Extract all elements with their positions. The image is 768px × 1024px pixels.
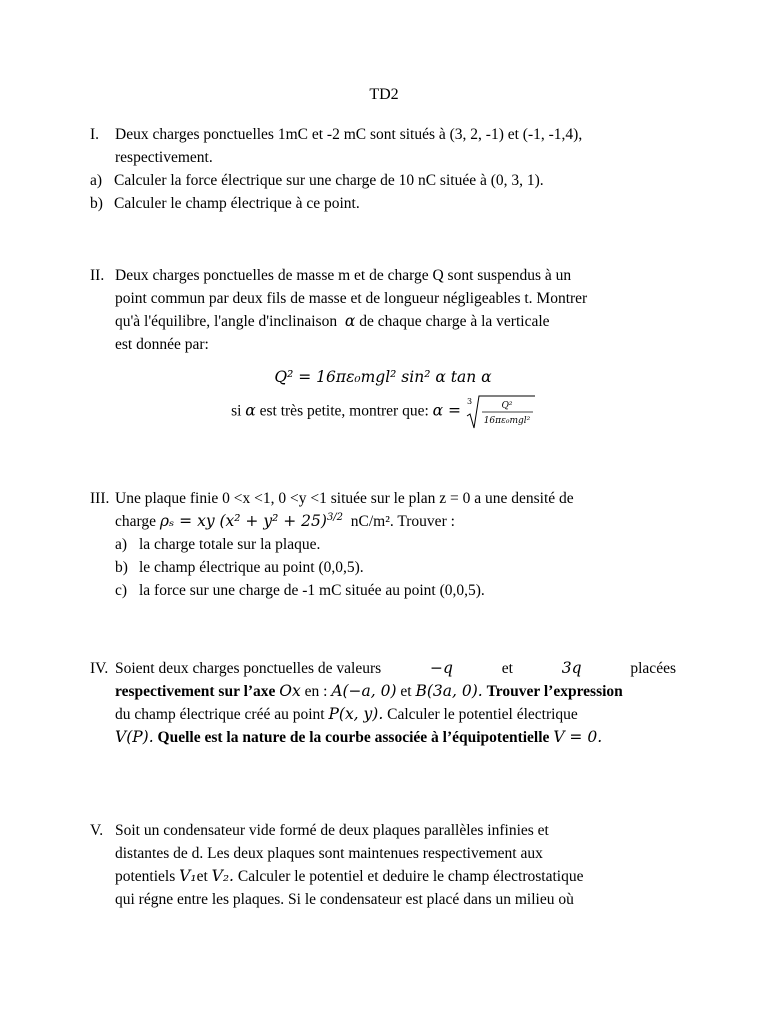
exercise-3 (90, 487, 676, 602)
question-text: la force sur une charge de -1 mC située au point (0,0,5). (139, 582, 485, 599)
question-label: c) (115, 582, 128, 599)
text-fragment: Trouver l’expression (486, 683, 623, 700)
question-text: la charge totale sur la plaque. (139, 536, 321, 553)
exercise-text-line (115, 310, 676, 333)
text-fragment: en : (304, 683, 328, 700)
text-fragment: placées (630, 660, 676, 677)
text-fragment: respectivement sur l’axe (115, 683, 276, 700)
exercise-2 (90, 264, 676, 356)
text-fragment: Soient deux charges ponctuelles de valeurs (115, 660, 382, 677)
equation-text: Q² = 16πε₀mgl² sin² α tan α (274, 368, 492, 386)
exercise-text-line: Soit un condensateur vide formé de deux plaques parallèles infinies et (115, 822, 549, 839)
exercise-text-line (115, 680, 676, 703)
charge-density-formula: ρₛ = xy (x² + y² + 25) (159, 512, 327, 530)
equation-2 (90, 394, 676, 430)
exercise-text-line (115, 865, 676, 888)
alpha-symbol: α (245, 401, 256, 420)
exercise-4-statement (90, 657, 676, 749)
question-text: Calculer la force électrique sur une charge de 10 nC située à (0, 3, 1). (114, 172, 544, 189)
question-c (115, 579, 676, 602)
exercise-text-line: Une plaque finie 0 <x <1, 0 <y <1 située sur le plan z = 0 a une densité de (115, 490, 574, 507)
exercise-text-line (115, 510, 676, 533)
text-fragment: et (501, 660, 513, 677)
text-fragment: si (231, 402, 242, 420)
question-a (90, 169, 676, 192)
exercise-text-line: distantes de d. Les deux plaques sont maintenues respectivement aux (115, 845, 543, 862)
text-fragment: potentiels (115, 868, 176, 885)
equation-lhs: α = (432, 401, 462, 420)
question-label: b) (90, 195, 103, 212)
point-B: B(3a, 0). (415, 682, 483, 700)
alpha-symbol: α (344, 312, 356, 330)
text-fragment: et (196, 868, 208, 885)
equipotential-equation: V = 0. (553, 728, 603, 746)
question-b (90, 192, 676, 215)
text-fragment: est très petite, montrer que: (259, 402, 429, 420)
exercise-5 (90, 819, 676, 911)
exponent: 3/2 (326, 511, 344, 523)
exercise-text-line: Deux charges ponctuelles de masse m et de charge Q sont suspendus à un (115, 267, 572, 284)
exercise-4 (90, 657, 676, 749)
exercise-1 (90, 123, 676, 215)
question-label: a) (115, 536, 128, 553)
exercise-number: I. (90, 126, 100, 143)
text-fragment: Calculer le potentiel électrique (387, 706, 578, 723)
question-a (115, 533, 676, 556)
exercise-text-line: Deux charges ponctuelles 1mC et -2 mC sont situés à (3, 2, -1) et (-1, -1,4), (115, 126, 583, 143)
potential-symbol: V(P). (115, 728, 154, 746)
page-title: TD2 (369, 86, 399, 103)
exercise-text-line: est donnée par: (115, 336, 209, 353)
text-fragment: charge (115, 513, 157, 530)
exercise-text-line: qui régne entre les plaques. Si le condensateur est placé dans un milieu où (115, 891, 574, 908)
exercise-text-line (115, 726, 676, 749)
cube-root (465, 394, 535, 430)
exercise-number: V. (90, 822, 104, 839)
root-index: 3 (466, 397, 473, 406)
fraction-numerator: Q² (501, 401, 513, 411)
exercise-1-statement (90, 123, 676, 169)
question-text: le champ électrique au point (0,0,5). (139, 559, 364, 576)
question-label: b) (115, 559, 128, 576)
charge-value: −q (429, 659, 453, 677)
text-fragment: Quelle est la nature de la courbe associée à l’équipotentielle (157, 729, 550, 746)
exercise-number: III. (90, 490, 110, 507)
question-text: Calculer le champ électrique à ce point. (114, 195, 360, 212)
text-fragment: de chaque charge à la verticale (359, 313, 550, 330)
question-label: a) (90, 172, 103, 189)
exercise-text-line (115, 703, 676, 726)
exercise-2-statement (90, 264, 676, 356)
axis-symbol: Ox (279, 682, 301, 700)
text-fragment: Calculer le potentiel et deduire le champ électrostatique (237, 868, 584, 885)
exercise-number: IV. (90, 660, 109, 677)
potential-v1: V₁ (179, 867, 197, 885)
charge-value: 3q (561, 659, 582, 677)
exercise-text-line: point commun par deux fils de masse et de longueur négligeables t. Montrer (115, 290, 588, 307)
text-fragment: nC/m². Trouver : (350, 513, 455, 530)
exercise-3-statement (90, 487, 676, 533)
point-A: A(−a, 0) (331, 682, 397, 700)
fraction-denominator: 16πε₀mgl² (483, 416, 531, 426)
text-fragment: qu'à l'équilibre, l'angle d'inclinaison (115, 313, 338, 330)
potential-v2: V₂. (211, 867, 234, 885)
question-b (115, 556, 676, 579)
text-fragment: du champ électrique créé au point (115, 706, 325, 723)
exercise-5-statement (90, 819, 676, 911)
exercise-number: II. (90, 267, 105, 284)
point-P: P(x, y). (328, 705, 384, 723)
exercise-text-line: respectivement. (115, 149, 213, 166)
text-fragment: et (400, 683, 412, 700)
radical-sign-icon (465, 394, 535, 430)
exercise-text-line (115, 657, 676, 680)
equation-1 (90, 368, 676, 387)
